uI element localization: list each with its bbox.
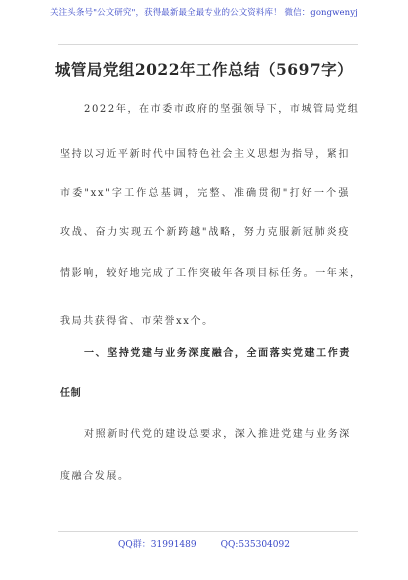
paragraph-line: 坚持以习近平新时代中国特色社会主义思想为指导，紧扣 xyxy=(60,149,350,160)
header-divider xyxy=(58,44,358,45)
header-promo-text: 关注头条号"公文研究"，获得最新最全最专业的公文资料库！ 微信：gongwenyj xyxy=(50,8,358,18)
footer-divider xyxy=(58,531,358,532)
paragraph-line: 度融合发展。 xyxy=(60,471,130,482)
document-title: 城管局党组2022年工作总结（5697字） xyxy=(54,60,354,79)
footer-qq-group: QQ群：31991489 xyxy=(118,540,197,550)
paragraph-line: 攻战、奋力实现五个新跨越"战略，努力克服新冠肺炎疫 xyxy=(60,227,350,238)
section-heading-line: 任制 xyxy=(60,388,82,399)
paragraph-line: 对照新时代党的建设总要求，深入推进党建与业务深 xyxy=(84,429,351,440)
footer-contact xyxy=(0,537,408,550)
paragraph-line: 我局共获得省、市荣誉xx个。 xyxy=(60,316,214,327)
paragraph-line: 市委"xx"字工作总基调，完整、准确贯彻"打好一个强 xyxy=(60,188,350,199)
paragraph-line: 2022年，在市委市政府的坚强领导下，市城管局党组 xyxy=(84,104,360,115)
footer-qq-number: QQ:535304092 xyxy=(220,540,290,550)
paragraph-line: 情影响，较好地完成了工作突破年各项目标任务。一年来， xyxy=(60,268,362,279)
section-heading-line: 一、坚持党建与业务深度融合，全面落实党建工作责 xyxy=(84,348,350,359)
